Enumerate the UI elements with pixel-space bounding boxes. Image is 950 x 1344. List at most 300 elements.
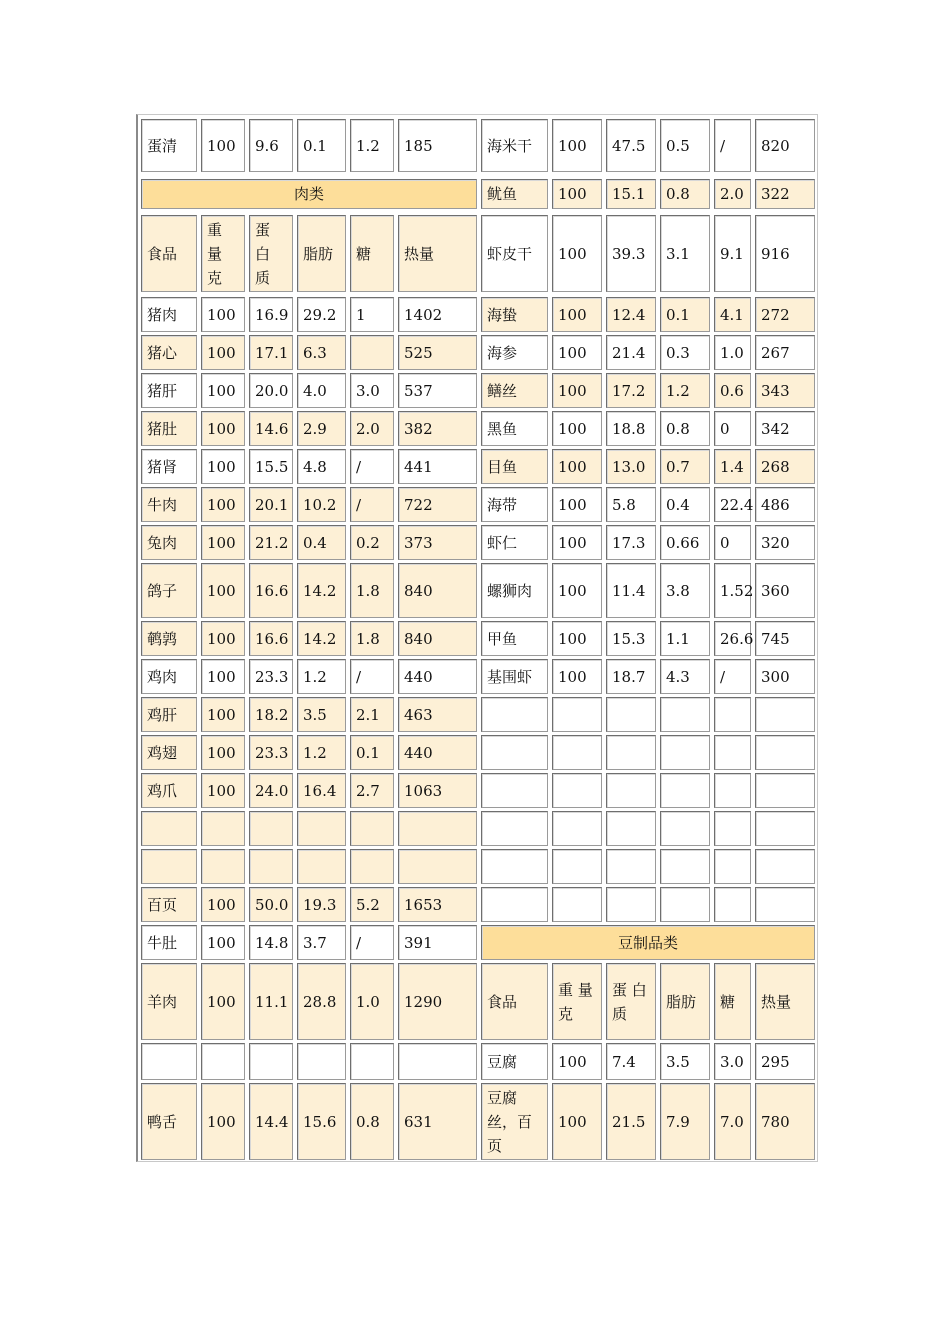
right-table-cell-text: 鱿鱼: [487, 185, 518, 203]
right-table-cell: [714, 887, 751, 922]
left-egg-cell-text: 9.6: [255, 136, 279, 155]
right-table-cell: [552, 887, 602, 922]
right-table-cell-text: 18.7: [612, 667, 646, 686]
left-table-cell: [201, 563, 245, 618]
left-table-cell: [141, 963, 197, 1040]
left-table-cell-text: 鸭舌: [147, 1112, 178, 1131]
left-egg-cell-text: 100: [207, 136, 236, 155]
left-table-cell-text: 100: [207, 629, 236, 648]
right-table-cell-text: 0.7: [666, 457, 690, 476]
right-table-cell: [714, 621, 754, 656]
right-table-cell-text: 虾皮干: [487, 244, 533, 263]
left-table-cell: [350, 563, 394, 618]
left-table-cell: [297, 411, 346, 446]
left-egg-cell: [350, 119, 394, 172]
left-table-cell-text: /: [356, 495, 362, 514]
left-table-cell-text: 50.0: [255, 895, 289, 914]
right-table-cell: [660, 487, 710, 522]
right-table-cell: [552, 773, 602, 808]
right-table-cell: [755, 297, 815, 332]
soy-table-cell: [606, 1083, 656, 1160]
left-egg-cell: [141, 119, 197, 172]
left-table-cell-text: 28.8: [303, 992, 337, 1011]
left-table-cell-text: 鸡肉: [147, 667, 178, 686]
right-table-cell-text: 322: [761, 185, 790, 203]
left-egg-cell: [201, 119, 245, 172]
right-table-cell-text: 18.8: [612, 419, 646, 438]
left-table-cell: [249, 849, 293, 884]
right-table-cell: [714, 215, 751, 292]
right-table-cell: [552, 411, 602, 446]
left-table-cell: [249, 487, 293, 522]
right-table-cell: [481, 659, 548, 694]
left-table-cell: [141, 849, 197, 884]
right-column-header-text: 脂肪: [666, 992, 697, 1011]
right-table-cell: [481, 811, 548, 846]
left-table-cell-text: 840: [404, 581, 433, 600]
left-table-cell: [141, 925, 197, 960]
left-table-cell: [350, 1083, 394, 1160]
left-table-cell-text: 18.2: [255, 705, 289, 724]
right-table-cell: [606, 335, 656, 370]
right-table-cell: [481, 621, 548, 656]
left-table-cell: [249, 1083, 293, 1160]
left-table-cell: [297, 335, 346, 370]
left-table-cell-text: 100: [207, 343, 236, 362]
left-table-cell: [398, 697, 477, 732]
right-table-cell: [714, 373, 751, 408]
soy-table-cell: [714, 1043, 751, 1080]
left-table-cell: [141, 735, 197, 770]
right-table-cell: [481, 563, 548, 618]
left-column-header-text: 重 量 克: [207, 220, 223, 287]
left-table-cell: [350, 887, 394, 922]
left-egg-cell-text: 0.1: [303, 136, 327, 155]
right-table-cell-text: 0.8: [666, 185, 690, 203]
left-column-header: [249, 215, 293, 292]
right-table-cell: [755, 621, 815, 656]
right-table-cell-text: 360: [761, 581, 790, 600]
left-table-cell-text: 463: [404, 705, 433, 724]
right-table-cell-text: 916: [761, 244, 790, 263]
left-table-cell-text: 16.6: [255, 629, 289, 648]
left-table-cell: [249, 925, 293, 960]
right-table-cell-text: 海带: [487, 495, 518, 514]
nutrition-table: [136, 114, 818, 1162]
left-table-cell-text: 24.0: [255, 781, 289, 800]
right-table-cell: [714, 411, 751, 446]
right-table-cell-text: 1.52: [720, 581, 754, 600]
left-table-cell: [350, 373, 394, 408]
right-table-cell: [755, 887, 815, 922]
soy-table-cell: [755, 1083, 815, 1160]
right-table-cell: [660, 659, 710, 694]
left-column-header-text: 脂肪: [303, 244, 334, 263]
right-table-cell-text: 100: [558, 581, 587, 600]
left-table-cell: [141, 563, 197, 618]
right-table-cell: [552, 215, 602, 292]
left-table-cell: [398, 773, 477, 808]
left-table-cell-text: 2.9: [303, 419, 327, 438]
left-table-cell-text: 100: [207, 895, 236, 914]
right-table-cell: [660, 297, 710, 332]
right-table-cell-text: 虾仁: [487, 533, 518, 552]
left-table-cell: [297, 887, 346, 922]
left-table-cell-text: 100: [207, 667, 236, 686]
left-table-cell: [297, 811, 346, 846]
left-table-cell: [249, 411, 293, 446]
right-table-cell: [714, 849, 751, 884]
soy-table-cell: [660, 1043, 710, 1080]
left-table-cell-text: 鹌鹑: [147, 629, 178, 648]
left-column-header-text: 蛋 白 质: [255, 220, 271, 287]
right-table-cell: [660, 773, 710, 808]
right-table-cell-text: 鳝丝: [487, 381, 518, 400]
soy-table-cell: [606, 1043, 656, 1080]
left-table-cell: [398, 297, 477, 332]
right-table-cell: [481, 411, 548, 446]
right-table-cell: [714, 297, 751, 332]
left-table-cell-text: 20.0: [255, 381, 289, 400]
right-table-cell: [606, 849, 656, 884]
left-table-cell: [201, 773, 245, 808]
left-table-cell: [297, 525, 346, 560]
left-table-cell-text: 0.2: [356, 533, 380, 552]
right-table-cell: [481, 179, 548, 209]
right-table-cell: [714, 563, 754, 618]
right-table-cell-text: 100: [558, 381, 587, 400]
right-table-cell-text: 1.1: [666, 629, 690, 648]
left-egg-cell-text: 1.2: [356, 136, 380, 155]
right-table-cell-text: 甲鱼: [487, 629, 518, 648]
left-table-cell: [201, 525, 245, 560]
right-table-cell: [755, 215, 815, 292]
left-table-cell: [398, 621, 477, 656]
left-table-cell: [398, 563, 477, 618]
left-column-header-text: 食品: [147, 244, 178, 263]
left-table-cell: [398, 659, 477, 694]
right-table-cell-text: 0.6: [720, 381, 744, 400]
left-table-cell: [141, 887, 197, 922]
right-table-cell: [660, 849, 710, 884]
left-table-cell: [398, 963, 477, 1040]
left-table-cell-text: 4.0: [303, 381, 327, 400]
left-table-cell-text: 1: [356, 305, 366, 324]
left-table-cell-text: 16.4: [303, 781, 337, 800]
left-table-cell-text: 537: [404, 381, 433, 400]
right-table-cell: [755, 525, 815, 560]
left-table-cell-text: 猪肚: [147, 419, 178, 438]
right-table-cell: [660, 525, 710, 560]
right-table-cell: [660, 411, 710, 446]
left-table-cell-text: 100: [207, 419, 236, 438]
right-table-cell: [606, 811, 656, 846]
left-column-header-text: 糖: [356, 244, 372, 263]
left-table-cell: [350, 621, 394, 656]
left-table-cell-text: 3.5: [303, 705, 327, 724]
left-table-cell-text: /: [356, 933, 362, 952]
left-table-cell: [398, 449, 477, 484]
left-table-cell-text: 722: [404, 495, 433, 514]
right-table-cell: [606, 487, 656, 522]
left-table-cell-text: 100: [207, 705, 236, 724]
left-table-cell-text: /: [356, 457, 362, 476]
left-table-cell: [297, 1083, 346, 1160]
left-table-cell: [141, 659, 197, 694]
right-table-cell: [660, 449, 710, 484]
soy-table-cell: [660, 1083, 710, 1160]
right-table-cell-text: 0: [720, 419, 730, 438]
right-table-cell-text: 267: [761, 343, 790, 362]
right-table-cell: [660, 215, 710, 292]
left-table-cell-text: 鸡翅: [147, 743, 178, 762]
right-table-cell: [606, 697, 656, 732]
left-table-cell-text: 14.6: [255, 419, 289, 438]
right-table-cell: [606, 887, 656, 922]
soy-table-cell-text: 100: [558, 1112, 587, 1131]
left-table-cell-text: /: [356, 667, 362, 686]
right-table-cell: [606, 563, 656, 618]
left-table-cell-text: 391: [404, 933, 433, 952]
left-table-cell: [201, 297, 245, 332]
right-table-cell-text: 100: [558, 136, 587, 155]
right-table-cell: [755, 119, 815, 172]
right-table-cell: [755, 487, 815, 522]
right-table-cell-text: 100: [558, 419, 587, 438]
right-table-cell: [755, 697, 815, 732]
soy-table-cell-text: 780: [761, 1112, 790, 1131]
left-table-cell: [350, 525, 394, 560]
right-table-cell: [481, 849, 548, 884]
right-table-cell-text: 26.6: [720, 629, 754, 648]
right-table-cell-text: 100: [558, 495, 587, 514]
right-table-cell: [660, 563, 710, 618]
right-table-cell-text: 海蛰: [487, 305, 518, 324]
right-table-cell: [606, 373, 656, 408]
left-table-cell: [297, 659, 346, 694]
right-table-cell-text: 100: [558, 533, 587, 552]
right-table-cell-text: 343: [761, 381, 790, 400]
right-table-cell: [714, 335, 751, 370]
left-table-cell: [201, 411, 245, 446]
left-table-cell-text: 猪肾: [147, 457, 178, 476]
left-table-cell: [297, 735, 346, 770]
left-table-cell-text: 100: [207, 743, 236, 762]
left-table-cell-text: 1402: [404, 305, 443, 324]
left-table-cell: [297, 297, 346, 332]
left-table-cell: [398, 925, 477, 960]
right-table-cell-text: 3.8: [666, 581, 690, 600]
left-table-cell: [350, 335, 394, 370]
right-table-cell-text: 15.1: [612, 185, 646, 203]
left-table-cell-text: 14.8: [255, 933, 289, 952]
right-table-cell-text: 0.1: [666, 305, 690, 324]
left-table-cell: [249, 449, 293, 484]
right-table-cell: [660, 119, 710, 172]
left-table-cell-text: 猪肝: [147, 381, 178, 400]
right-table-cell: [755, 373, 815, 408]
right-table-cell: [660, 621, 710, 656]
left-table-cell-text: 19.3: [303, 895, 337, 914]
left-table-cell: [249, 811, 293, 846]
left-table-cell: [249, 335, 293, 370]
right-table-cell: [714, 487, 754, 522]
left-table-cell-text: 鸽子: [147, 581, 178, 600]
left-table-cell-text: 631: [404, 1112, 433, 1131]
left-table-cell-text: 牛肉: [147, 495, 178, 514]
left-table-cell-text: 1.8: [356, 581, 380, 600]
right-table-cell: [755, 773, 815, 808]
left-table-cell-text: 100: [207, 933, 236, 952]
left-column-header: [398, 215, 477, 292]
left-section-header-text: 肉类: [293, 185, 324, 203]
left-table-cell-text: 100: [207, 381, 236, 400]
left-table-cell-text: 840: [404, 629, 433, 648]
soy-table-cell-text: 100: [558, 1052, 587, 1071]
right-table-cell: [714, 179, 751, 209]
left-table-cell: [141, 697, 197, 732]
left-table-cell: [201, 925, 245, 960]
right-column-header-text: 食品: [487, 992, 518, 1011]
left-table-cell: [297, 849, 346, 884]
left-table-cell-text: 4.8: [303, 457, 327, 476]
right-table-cell-text: 100: [558, 343, 587, 362]
left-table-cell-text: 1.2: [303, 667, 327, 686]
right-table-cell-text: 9.1: [720, 244, 744, 263]
soy-table-cell-text: 295: [761, 1052, 790, 1071]
left-table-cell: [249, 525, 293, 560]
right-table-cell: [755, 563, 815, 618]
left-table-cell-text: 100: [207, 305, 236, 324]
left-table-cell: [350, 963, 394, 1040]
right-table-cell-text: 745: [761, 629, 790, 648]
right-table-cell: [714, 811, 751, 846]
left-table-cell: [141, 621, 197, 656]
left-table-cell-text: 100: [207, 781, 236, 800]
right-table-cell-text: 22.4: [720, 495, 754, 514]
right-table-cell: [552, 449, 602, 484]
left-table-cell: [201, 887, 245, 922]
left-table-cell: [297, 449, 346, 484]
left-table-cell: [249, 621, 293, 656]
right-table-cell: [552, 563, 602, 618]
left-table-cell: [249, 963, 293, 1040]
right-table-cell: [481, 119, 548, 172]
right-column-header: [606, 963, 656, 1040]
left-table-cell: [141, 1043, 197, 1080]
right-table-cell: [552, 119, 602, 172]
right-table-cell: [660, 811, 710, 846]
right-table-cell: [552, 487, 602, 522]
left-egg-cell: [297, 119, 346, 172]
soy-table-cell-text: 7.4: [612, 1052, 636, 1071]
left-table-cell-text: 3.0: [356, 381, 380, 400]
right-table-cell-text: 5.8: [612, 495, 636, 514]
left-table-cell: [350, 925, 394, 960]
left-table-cell: [350, 411, 394, 446]
right-table-cell: [552, 735, 602, 770]
right-table-cell-text: 0.66: [666, 533, 700, 552]
left-table-cell: [398, 735, 477, 770]
left-table-cell: [398, 887, 477, 922]
right-table-cell-text: 100: [558, 629, 587, 648]
left-table-cell-text: 15.5: [255, 457, 289, 476]
left-table-cell-text: 15.6: [303, 1112, 337, 1131]
left-table-cell: [201, 811, 245, 846]
right-table-cell: [606, 659, 656, 694]
left-table-cell: [201, 621, 245, 656]
left-table-cell-text: 100: [207, 533, 236, 552]
right-table-cell-text: 100: [558, 667, 587, 686]
right-table-cell: [606, 621, 656, 656]
soy-table-cell-text: 3.5: [666, 1052, 690, 1071]
left-table-cell: [350, 773, 394, 808]
right-table-cell: [552, 811, 602, 846]
right-table-cell-text: 1.2: [666, 381, 690, 400]
right-table-cell: [660, 179, 710, 209]
left-table-cell: [350, 849, 394, 884]
left-column-header: [141, 215, 197, 292]
left-table-cell: [249, 297, 293, 332]
soy-table-cell: [552, 1083, 602, 1160]
left-table-cell-text: 2.1: [356, 705, 380, 724]
left-table-cell-text: 6.3: [303, 343, 327, 362]
left-table-cell-text: 0.4: [303, 533, 327, 552]
left-table-cell-text: 0.8: [356, 1112, 380, 1131]
left-table-cell-text: 29.2: [303, 305, 337, 324]
left-table-cell-text: 1063: [404, 781, 443, 800]
left-table-cell: [297, 925, 346, 960]
right-table-cell: [481, 297, 548, 332]
left-table-cell: [350, 697, 394, 732]
right-table-cell: [481, 525, 548, 560]
right-table-cell: [755, 659, 815, 694]
right-table-cell: [606, 297, 656, 332]
left-table-cell: [249, 773, 293, 808]
left-table-cell: [297, 487, 346, 522]
left-table-cell-text: 羊肉: [147, 992, 178, 1011]
left-table-cell: [201, 659, 245, 694]
left-table-cell: [398, 335, 477, 370]
right-table-cell: [660, 697, 710, 732]
left-table-cell: [297, 373, 346, 408]
left-table-cell-text: 1.0: [356, 992, 380, 1011]
left-egg-cell: [249, 119, 293, 172]
left-table-cell: [141, 487, 197, 522]
left-table-cell-text: 14.2: [303, 581, 337, 600]
right-table-cell: [481, 215, 548, 292]
right-table-cell: [481, 373, 548, 408]
soy-table-cell: [552, 1043, 602, 1080]
right-table-cell: [552, 373, 602, 408]
left-table-cell: [141, 373, 197, 408]
left-table-cell-text: 1.2: [303, 743, 327, 762]
left-column-header: [297, 215, 346, 292]
right-table-cell-text: 黑鱼: [487, 419, 518, 438]
left-table-cell: [398, 487, 477, 522]
right-table-cell: [552, 849, 602, 884]
right-table-cell: [606, 525, 656, 560]
right-table-cell-text: 100: [558, 185, 587, 203]
left-table-cell-text: 1.8: [356, 629, 380, 648]
right-table-cell-text: 0.8: [666, 419, 690, 438]
right-table-cell-text: 2.0: [720, 185, 744, 203]
right-table-cell: [714, 697, 751, 732]
left-table-cell: [297, 1043, 346, 1080]
left-table-cell-text: 11.1: [255, 992, 289, 1011]
left-table-cell: [398, 849, 477, 884]
right-column-header: [755, 963, 815, 1040]
